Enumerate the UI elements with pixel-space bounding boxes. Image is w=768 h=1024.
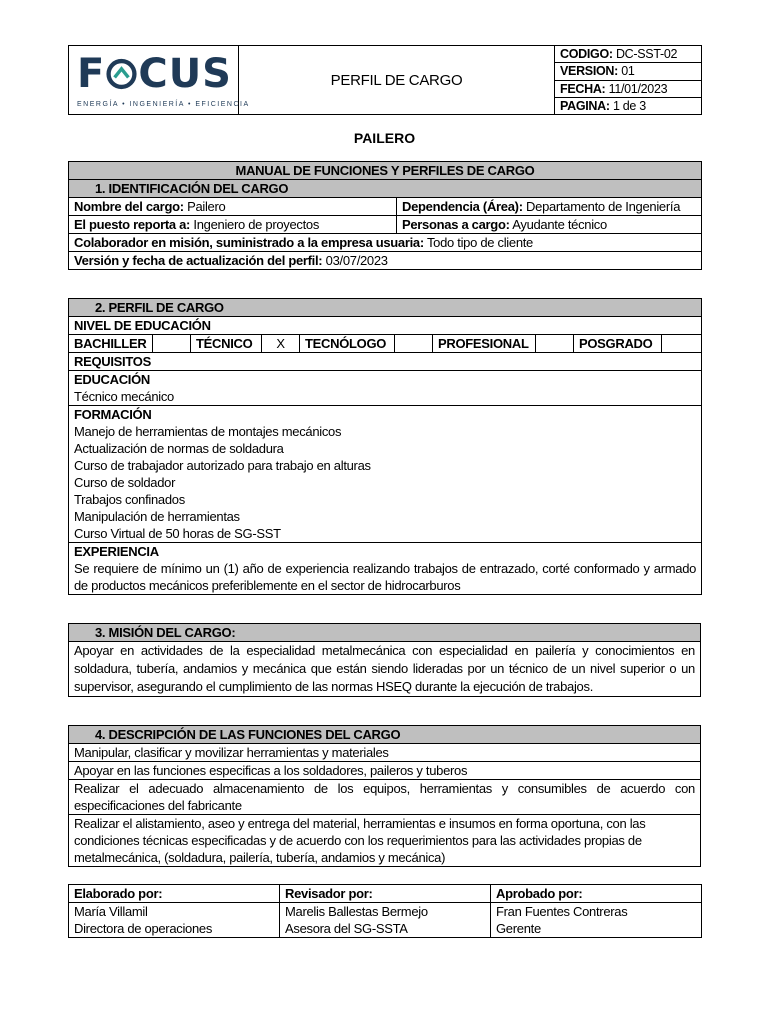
- formacion-block: [69, 406, 702, 543]
- manual-title: MANUAL DE FUNCIONES Y PERFILES DE CARGO: [69, 162, 702, 180]
- requisitos-label: REQUISITOS: [69, 353, 702, 371]
- education-levels-row: [69, 335, 702, 353]
- meta-version: VERSION: 01: [555, 63, 702, 80]
- level-label: TECNÓLOGO: [300, 335, 395, 353]
- experiencia-value: Se requiere de mínimo un (1) año de experiencia realizando trabajos de entrazado, corté conformado y armado de productos mecánicos preferiblemente en el sector de hidrocarburos: [74, 561, 697, 593]
- section-4-title: 4. DESCRIPCIÓN DE LAS FUNCIONES DEL CARGO: [69, 726, 701, 744]
- table-row: Apoyar en las funciones especificas a los soldadores, paileros y tuberos: [69, 762, 701, 780]
- educacion-label: EDUCACIÓN: [74, 372, 151, 387]
- section-identificacion: [68, 161, 702, 270]
- signatures-table: [68, 884, 702, 938]
- section-funciones: [68, 725, 701, 867]
- company-logo: F CUS ENERGÍA • INGENIERÍA • EFICIENCIA: [69, 46, 239, 115]
- list-item: Manejo de herramientas de montajes mecánicos: [74, 424, 342, 439]
- table-row: Realizar el alistamiento, aseo y entrega del material, herramientas e insumos en forma oportuna, con las condiciones técnicas especificadas y de acuerdo con los requerimientos para las actividades propias de metalmecánica, (soldadura, pailería, tubería, andamios y mecánica): [69, 815, 701, 867]
- educacion-value: Técnico mecánico: [74, 389, 174, 404]
- nombre-cargo: Nombre del cargo: Pailero: [69, 198, 397, 216]
- table-row: Manipular, clasificar y movilizar herramientas y materiales: [69, 744, 701, 762]
- meta-codigo: CODIGO: DC-SST-02: [555, 46, 702, 63]
- dependencia: Dependencia (Área): Departamento de Ingeniería: [397, 198, 702, 216]
- level-mark: [536, 335, 574, 353]
- section-perfil: [68, 298, 702, 595]
- job-title: PAILERO: [353, 130, 416, 146]
- level-label: BACHILLER: [69, 335, 153, 353]
- section-2-title: 2. PERFIL DE CARGO: [69, 299, 702, 317]
- level-mark: [153, 335, 191, 353]
- section-1-title: 1. IDENTIFICACIÓN DEL CARGO: [69, 180, 702, 198]
- aprobado-label: Aprobado por:: [491, 885, 702, 903]
- aprobado-role: Gerente: [496, 921, 541, 936]
- list-item: Manipulación de herramientas: [74, 509, 240, 524]
- elaborado-label: Elaborado por:: [69, 885, 280, 903]
- revisado-block: [280, 903, 491, 938]
- section-3-title: 3. MISIÓN DEL CARGO:: [69, 624, 701, 642]
- meta-fecha: FECHA: 11/01/2023: [555, 80, 702, 97]
- logo-tagline: ENERGÍA • INGENIERÍA • EFICIENCIA: [77, 100, 250, 108]
- list-item: Curso de soldador: [74, 475, 176, 490]
- level-label: POSGRADO: [574, 335, 662, 353]
- list-item: Curso Virtual de 50 horas de SG-SST: [74, 526, 281, 541]
- revisado-name: Marelis Ballestas Bermejo: [285, 904, 428, 919]
- colaborador-mision: Colaborador en misión, suministrado a la empresa usuaria: Todo tipo de cliente: [69, 234, 702, 252]
- version-fecha-perfil: Versión y fecha de actualización del perfil: 03/07/2023: [69, 252, 702, 270]
- globe-logo-icon: [106, 56, 137, 92]
- table-row: Realizar el adecuado almacenamiento de los equipos, herramientas y consumibles de acuerdo con especificaciones del fabricante: [69, 780, 701, 815]
- personas-a-cargo: Personas a cargo: Ayudante técnico: [397, 216, 702, 234]
- level-label: PROFESIONAL: [433, 335, 536, 353]
- level-label: TÉCNICO: [191, 335, 262, 353]
- experiencia-label: EXPERIENCIA: [74, 544, 159, 559]
- mision-text: Apoyar en actividades de la especialidad metalmecánica con especialidad en pailería y conocimientos en soldadura, tubería, andamios y mecánica que están siendo lideradas por un técnico de un nivel superior o un supervisor, asegurando el cumplimiento de las normas HSEQ durante la ejecución de trabajos.: [69, 642, 701, 697]
- aprobado-name: Fran Fuentes Contreras: [496, 904, 628, 919]
- aprobado-block: [491, 903, 702, 938]
- nivel-educacion-label: NIVEL DE EDUCACIÓN: [69, 317, 702, 335]
- document-header: [68, 45, 702, 115]
- section-mision: [68, 623, 701, 697]
- elaborado-block: [69, 903, 280, 938]
- level-mark: [395, 335, 433, 353]
- formacion-label: FORMACIÓN: [74, 407, 152, 422]
- level-mark: [662, 335, 702, 353]
- meta-pagina: PAGINA: 1 de 3: [555, 97, 702, 114]
- list-item: Actualización de normas de soldadura: [74, 441, 284, 456]
- educacion-block: [69, 371, 702, 406]
- level-mark: X: [262, 335, 300, 353]
- revisado-role: Asesora del SG-SSTA: [285, 921, 408, 936]
- document-title: PERFIL DE CARGO: [239, 46, 555, 115]
- list-item: Curso de trabajador autorizado para trabajo en alturas: [74, 458, 371, 473]
- elaborado-role: Directora de operaciones: [74, 921, 213, 936]
- elaborado-name: María Villamil: [74, 904, 148, 919]
- document-page: [68, 45, 701, 938]
- list-item: Trabajos confinados: [74, 492, 185, 507]
- reporta-a: El puesto reporta a: Ingeniero de proyectos: [69, 216, 397, 234]
- experiencia-block: [69, 543, 702, 595]
- revisado-label: Revisador por:: [280, 885, 491, 903]
